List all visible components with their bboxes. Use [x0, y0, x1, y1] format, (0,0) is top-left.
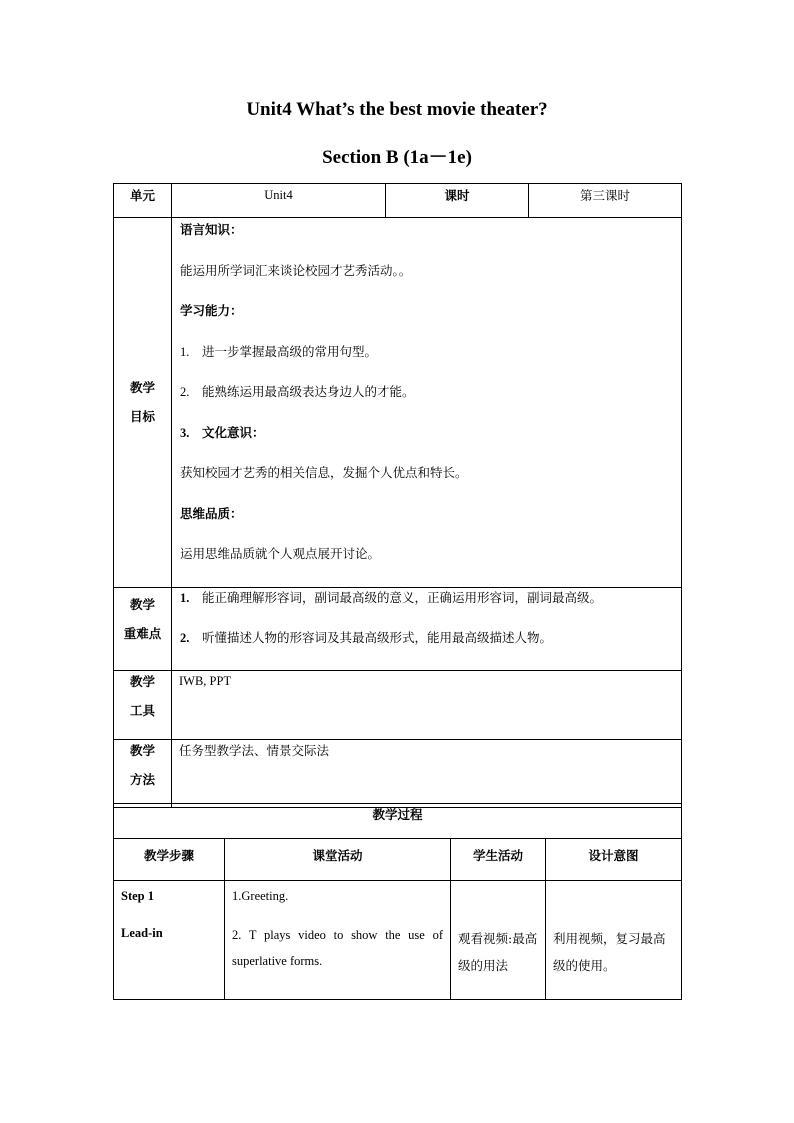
process-heading: 教学过程 — [114, 804, 682, 839]
unit-value: Unit4 — [172, 184, 386, 218]
objective-item — [180, 344, 675, 385]
methods-label-line1: 教学 — [129, 742, 155, 758]
process-header-row — [114, 839, 682, 881]
key-point-text: 听懂描述人物的形容词及其最高级形式，能用最高级描述人物。 — [202, 629, 553, 645]
unit-label: 单元 — [114, 184, 172, 218]
process-heading-row — [114, 804, 682, 839]
objective-text: 能熟练运用最高级表达身边人的才能。 — [202, 384, 415, 399]
methods-label-line2: 方法 — [129, 771, 155, 787]
objective-number: 3. — [180, 425, 190, 440]
methods-value: 任务型教学法、情景交际法 — [172, 739, 682, 807]
document-subtitle: Section B (1a－1e) — [322, 147, 472, 168]
key-points-label — [114, 587, 172, 670]
col-header-student: 学生活动 — [451, 839, 546, 881]
activity-1: 1.Greeting. — [232, 889, 289, 903]
objective-text: 获知校园才艺秀的相关信息，发掘个人优点和特长。 — [180, 465, 468, 480]
key-points-row — [114, 587, 682, 670]
methods-label — [114, 739, 172, 807]
objective-number: 2. — [180, 385, 190, 399]
objectives-row — [114, 218, 682, 588]
activity-2: 2. T plays video to show the use of superlative forms. — [232, 928, 443, 968]
step-cell — [114, 881, 225, 1000]
objectives-label-line1: 教学 — [129, 380, 155, 396]
col-header-intent: 设计意图 — [546, 839, 682, 881]
objective-item — [180, 222, 675, 263]
col-header-activity: 课堂活动 — [225, 839, 451, 881]
objective-text: 文化意识： — [202, 424, 265, 440]
objective-text: 语言知识： — [180, 222, 243, 237]
process-table — [113, 803, 682, 1000]
tools-label-line2: 工具 — [129, 702, 155, 718]
intent-cell: 利用视频，复习最高级的使用。 — [546, 881, 682, 1000]
unit-row — [114, 184, 682, 218]
objectives-content — [172, 218, 682, 588]
key-point-number: 2. — [180, 630, 190, 645]
objective-item — [180, 384, 675, 425]
objective-text: 运用思维品质就个人观点展开讨论。 — [180, 546, 381, 561]
objectives-list — [180, 222, 675, 587]
tools-value: IWB, PPT — [172, 670, 682, 739]
activity-cell — [225, 881, 451, 1000]
objective-text: 能运用所学词汇来谈论校园才艺秀活动。。 — [180, 262, 412, 278]
student-cell: 观看视频:最高级的用法 — [451, 881, 546, 1000]
period-value: 第三课时 — [529, 184, 682, 218]
key-point-item — [180, 590, 675, 630]
step-name: Lead-in — [121, 926, 163, 940]
objective-item — [180, 506, 675, 547]
process-row — [114, 881, 682, 1000]
key-point-text: 能正确理解形容词，副词最高级的意义，正确运用形容词，副词最高级。 — [202, 589, 603, 605]
objective-text: 进一步掌握最高级的常用句型。 — [202, 343, 378, 359]
key-points-label-line1: 教学 — [129, 596, 155, 612]
col-header-step: 教学步骤 — [114, 839, 225, 881]
methods-row — [114, 739, 682, 807]
objective-number: 1. — [180, 344, 190, 359]
lesson-info-table — [113, 183, 682, 808]
objective-item — [180, 303, 675, 344]
objective-text: 思维品质： — [180, 505, 243, 521]
objective-item — [180, 263, 675, 304]
objective-text: 学习能力： — [180, 303, 243, 318]
key-point-item — [180, 630, 675, 670]
key-points-content — [172, 587, 682, 670]
objective-item — [180, 425, 675, 466]
objectives-label — [114, 218, 172, 588]
document-title: Unit4 What’s the best movie theater? — [246, 99, 548, 120]
key-points-list — [180, 590, 675, 670]
tools-row — [114, 670, 682, 739]
key-points-label-line2: 重难点 — [123, 625, 162, 641]
objective-item — [180, 465, 675, 506]
key-point-number: 1. — [180, 590, 190, 605]
step-number: Step 1 — [121, 889, 154, 903]
objectives-label-line2: 目标 — [129, 409, 155, 425]
period-label: 课时 — [386, 184, 529, 218]
tools-label — [114, 670, 172, 739]
tools-label-line1: 教学 — [129, 673, 155, 689]
objective-item — [180, 546, 675, 587]
